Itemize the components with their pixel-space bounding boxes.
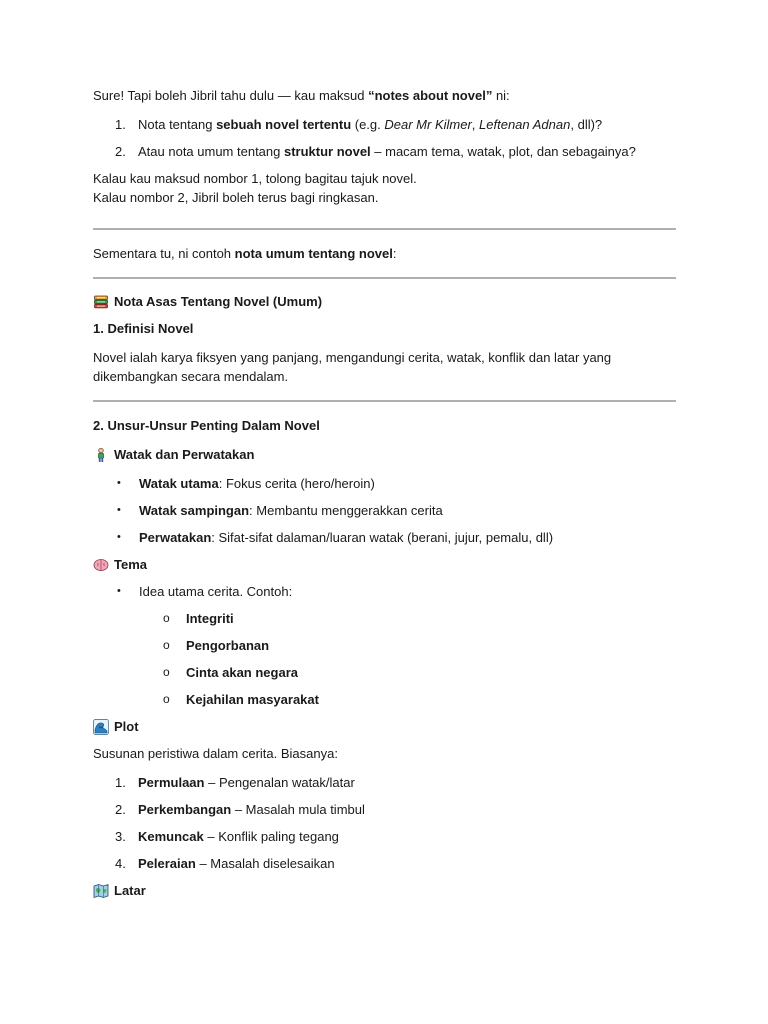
option-text: – macam tema, watak, plot, dan sebagainya? xyxy=(370,144,636,159)
section1-heading xyxy=(93,319,676,338)
bullet: o xyxy=(163,611,170,625)
example-text: Cinta akan negara xyxy=(186,665,298,680)
meanwhile-line xyxy=(93,244,676,263)
document-page xyxy=(93,86,676,900)
example-text: Integriti xyxy=(186,611,234,626)
section1-body: Novel ialah karya fiksyen yang panjang, mengandungi cerita, watak, konflik dan latar yang dikembangkan secara mendalam. xyxy=(93,350,612,384)
latar-heading xyxy=(93,881,676,900)
list-item xyxy=(93,142,676,161)
wave-icon xyxy=(93,719,109,735)
example-text: Pengorbanan xyxy=(186,638,270,653)
plot-lead: Susunan peristiwa dalam cerita. Biasanya: xyxy=(93,746,338,761)
person-icon xyxy=(93,447,109,463)
step-term: Perkembangan xyxy=(138,802,232,817)
divider xyxy=(93,277,676,279)
option-text: , xyxy=(471,117,480,132)
bullet: o xyxy=(163,638,170,652)
intro-text: Sure! Tapi boleh Jibril tahu dulu — kau maksud xyxy=(93,88,369,103)
intro-quote: “notes about novel” xyxy=(368,88,493,103)
tema-examples xyxy=(93,609,676,709)
list-item xyxy=(93,854,676,873)
options-list xyxy=(93,115,676,161)
list-item xyxy=(93,663,676,682)
list-item xyxy=(93,636,676,655)
notes-title xyxy=(93,292,676,311)
list-item xyxy=(93,827,676,846)
intro-line xyxy=(93,86,676,105)
watak-list xyxy=(93,474,676,547)
bullet: o xyxy=(163,665,170,679)
followup-1: Kalau kau maksud nombor 1, tolong bagitau tajuk novel. xyxy=(93,171,417,186)
list-item xyxy=(93,528,676,547)
bullet: o xyxy=(163,692,170,706)
list-number: 2. xyxy=(115,802,126,817)
option-text: (e.g. xyxy=(351,117,385,132)
item-desc: : Sifat-sifat dalaman/luaran watak (berani, jujur, pemalu, dll) xyxy=(211,530,554,545)
tema-list xyxy=(93,582,676,601)
section2-heading xyxy=(93,416,676,435)
notes-title-text: Nota Asas Tentang Novel (Umum) xyxy=(114,294,323,309)
item-term: Perwatakan xyxy=(139,530,212,545)
latar-title: Latar xyxy=(114,883,146,898)
divider xyxy=(93,400,676,402)
watak-title: Watak dan Perwatakan xyxy=(114,447,255,462)
tema-lead: Idea utama cerita. Contoh: xyxy=(139,584,293,599)
list-number: 1. xyxy=(115,117,126,132)
step-desc: – Masalah mula timbul xyxy=(231,802,365,817)
divider xyxy=(93,228,676,230)
list-number: 1. xyxy=(115,775,126,790)
watak-heading xyxy=(93,445,676,464)
list-item xyxy=(93,582,676,601)
bullet: • xyxy=(117,504,121,516)
tema-title: Tema xyxy=(114,557,147,572)
example-text: Kejahilan masyarakat xyxy=(186,692,319,707)
novel-title: Dear Mr Kilmer xyxy=(384,117,472,132)
plot-title: Plot xyxy=(114,719,139,734)
list-number: 2. xyxy=(115,144,126,159)
option-bold: struktur novel xyxy=(283,144,371,159)
meanwhile-bold: nota umum tentang novel xyxy=(234,246,393,261)
step-desc: – Masalah diselesaikan xyxy=(195,856,335,871)
bullet: • xyxy=(117,531,121,543)
step-term: Kemuncak xyxy=(138,829,204,844)
plot-steps xyxy=(93,773,676,873)
list-item xyxy=(93,115,676,134)
bullet: • xyxy=(117,477,121,489)
list-item xyxy=(93,800,676,819)
list-item xyxy=(93,690,676,709)
section2-heading-text: 2. Unsur-Unsur Penting Dalam Novel xyxy=(93,418,320,433)
option-text: , dll)? xyxy=(570,117,603,132)
list-item xyxy=(93,501,676,520)
list-item xyxy=(93,773,676,792)
meanwhile-text: Sementara tu, ni contoh xyxy=(93,246,235,261)
list-number: 3. xyxy=(115,829,126,844)
step-term: Peleraian xyxy=(138,856,196,871)
step-term: Permulaan xyxy=(138,775,205,790)
novel-title: Leftenan Adnan xyxy=(479,117,571,132)
section1-heading-text: 1. Definisi Novel xyxy=(93,321,194,336)
item-term: Watak utama xyxy=(139,476,219,491)
option-text: Atau nota umum tentang xyxy=(138,144,284,159)
meanwhile-suffix: : xyxy=(392,246,397,261)
item-term: Watak sampingan xyxy=(139,503,250,518)
option-text: Nota tentang xyxy=(138,117,217,132)
item-desc: : Membantu menggerakkan cerita xyxy=(249,503,443,518)
list-item xyxy=(93,474,676,493)
list-number: 4. xyxy=(115,856,126,871)
option-bold: sebuah novel tertentu xyxy=(216,117,352,132)
bullet: • xyxy=(117,585,121,597)
books-icon xyxy=(93,294,109,310)
brain-icon xyxy=(93,557,109,573)
tema-heading xyxy=(93,555,676,574)
item-desc: : Fokus cerita (hero/heroin) xyxy=(218,476,375,491)
intro-suffix: ni: xyxy=(492,88,510,103)
plot-heading xyxy=(93,717,676,736)
followup-2: Kalau nombor 2, Jibril boleh terus bagi ringkasan. xyxy=(93,190,379,205)
map-icon xyxy=(93,883,109,899)
list-item xyxy=(93,609,676,628)
step-desc: – Konflik paling tegang xyxy=(203,829,339,844)
step-desc: – Pengenalan watak/latar xyxy=(204,775,355,790)
